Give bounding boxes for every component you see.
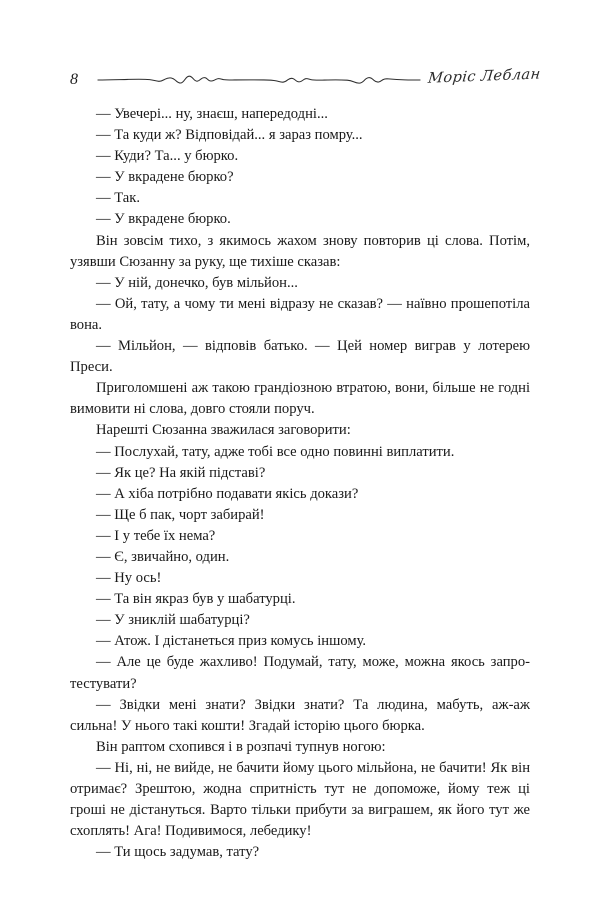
running-header xyxy=(70,62,540,96)
dialogue-line: — Та куди ж? Відповідай... я зараз помру... xyxy=(96,127,363,144)
dialogue-line: — Ні, ні, не вийде, не бачити йому цього мільйона, не бачити! Як він отримає? Зрештою, жодна спритність тут не допоможе, йому теж ці гроші не дістануться. Варто тільки прибути за виграшем, як його тут же схоплять! Ага! Подивимося, лебедику! xyxy=(70,759,530,840)
body-text xyxy=(70,104,530,863)
dialogue-line: — Ти щось задумав, тату? xyxy=(96,844,260,861)
page-number: 8 xyxy=(70,71,78,88)
dialogue-line: — Послухай, тату, адже тобі все одно повинні виплатити. xyxy=(96,443,455,460)
narrative-paragraph: Приголомшені аж такою грандіозною втратою, вони, більше не годні вимовити ні слова, довго стояли поруч. xyxy=(70,380,530,418)
dialogue-line: — Куди? Та... у бюрко. xyxy=(96,148,239,165)
dialogue-line: — А хіба потрібно подавати якісь докази? xyxy=(96,485,359,502)
author-byline: Моріс Леблан xyxy=(427,66,542,87)
dialogue-line: — У ній, донечко, був мільйон... xyxy=(96,274,298,291)
dialogue-line: — Та він якраз був у шабатурці. xyxy=(96,591,296,608)
dialogue-line: — І у тебе їх нема? xyxy=(96,527,216,544)
dialogue-line: — Є, звичайно, один. xyxy=(96,548,230,565)
dialogue-line: — У вкрадене бюрко. xyxy=(96,211,231,228)
dialogue-line: — Як це? На якій підставі? xyxy=(96,464,266,481)
dialogue-line: — Звідки мені знати? Звідки знати? Та людина, мабуть, аж-аж сильна! У нього такі кошти! Згадай історію цього бюрка. xyxy=(70,696,530,734)
dialogue-line: — Ще б пак, чорт забирай! xyxy=(96,506,265,523)
narrative-paragraph: Він раптом схопився і в розпачі тупнув ногою: xyxy=(96,738,386,755)
dialogue-line: — Так. xyxy=(96,190,141,207)
dialogue-line: — У зниклій шабатурці? xyxy=(96,612,250,629)
dialogue-line: — У вкрадене бюрко? xyxy=(96,169,234,186)
dialogue-line: — Атож. І дістанеться приз комусь іншому. xyxy=(96,633,367,650)
narrative-paragraph: Він зовсім тихо, з якимось жахом знову повторив ці слова. Потім, узявши Сюзанну за руку, ще тихіше сказав: xyxy=(70,232,530,270)
dialogue-line: — Ой, тату, а чому ти мені відразу не сказав? — наївно прошепотіла вона. xyxy=(70,295,530,333)
calligraphic-flourish-rule-icon xyxy=(96,67,422,91)
dialogue-line: — Увечері... ну, знаєш, напередодні... xyxy=(96,106,328,122)
dialogue-line: — Але це буде жахливо! Подумай, тату, може, можна якось запро-тестувати? xyxy=(70,654,530,692)
dialogue-line: — Мільйон, — відповів батько. — Цей номер виграв у лотерею Преси. xyxy=(70,338,530,376)
narrative-paragraph: Нарешті Сюзанна зважилася заговорити: xyxy=(96,422,351,439)
dialogue-line: — Ну ось! xyxy=(96,570,162,587)
